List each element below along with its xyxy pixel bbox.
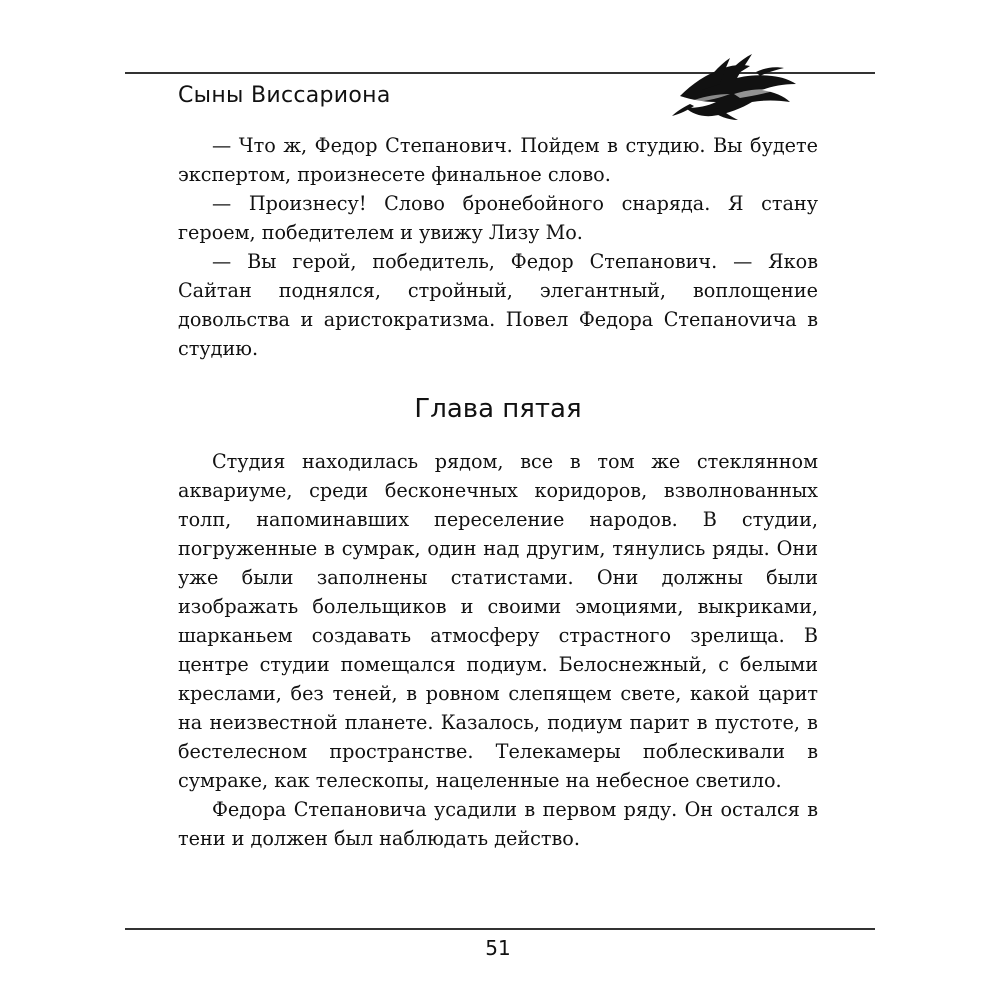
brush-stroke-ornament-icon — [672, 50, 797, 122]
footer-rule — [125, 928, 875, 930]
dialogue-paragraph: — Произнесу! Слово бронебойного снаряда. Я стану героем, победителем и увижу Лизу Мо. — [178, 192, 818, 244]
body-paragraph: Федора Степановича усадили в первом ряду. Он остался в тени и должен был наблюдать действо. — [178, 798, 818, 850]
dialogue-paragraph: — Что ж, Федор Степанович. Пойдем в студию. Вы будете экспертом, произнесете финальное слово. — [178, 134, 818, 186]
body-paragraph: Студия находилась рядом, все в том же стеклянном аквариуме, среди бесконечных коридоров, взволнованных толп, напоминавших переселение народов. В студии, погруженные в сумрак, один над другим, тянулись ряды. Они уже были заполнены статистами. Они должны были изображать болельщиков и своими эмоциями, выкриками, шарканьем создавать атмосферу страстного зрелища. В центре студии помещался подиум. Белоснежный, с белыми креслами, без теней, в ровном слепящем свете, какой царит на неизвестной планете. Казалось, подиум парит в пустоте, в бестелесном пространстве. Телекамеры поблескивали в сумраке, как телескопы, нацеленные на небесное светило. — [178, 450, 818, 792]
dialogue-paragraph: — Вы герой, победитель, Федор Степанович. — Яков Сайтан поднялся, стройный, элегантный, воплощение довольства и аристократизма. Повел Федора Степаноvича в студию. — [178, 250, 818, 360]
running-title: Сыны Виссариона — [178, 83, 391, 108]
chapter-title: Глава пятая — [414, 394, 582, 424]
chapter-body — [178, 447, 818, 853]
dialogue-block — [178, 131, 818, 363]
page-number: 51 — [485, 936, 511, 960]
